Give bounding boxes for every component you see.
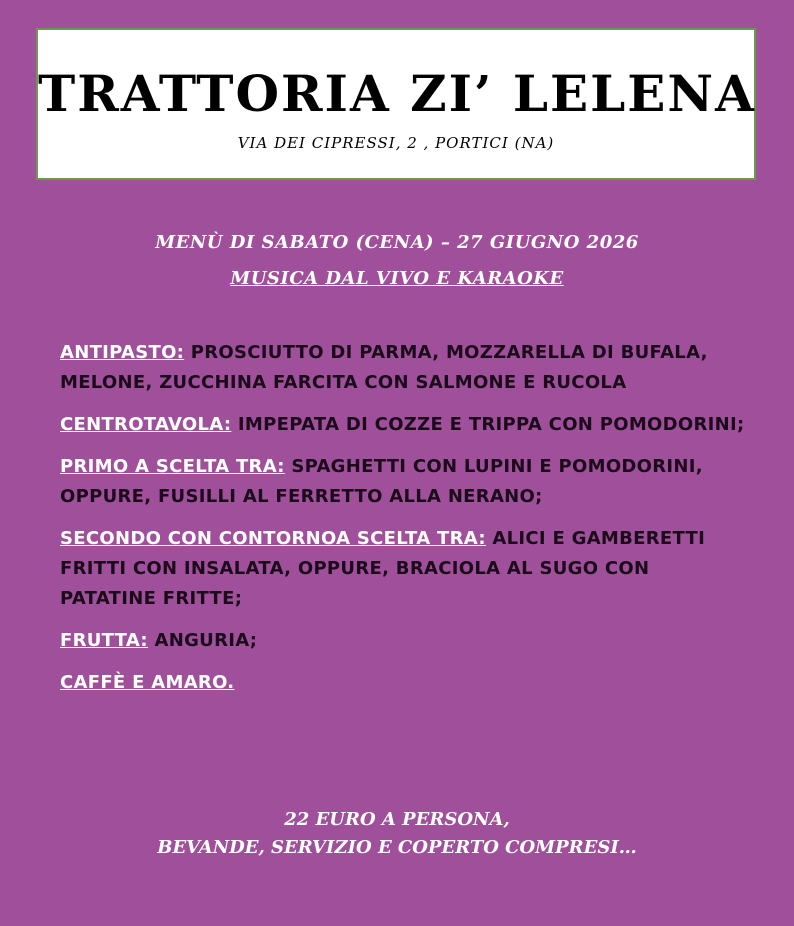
course-text: SPAGHETTI CON LUPINI E POMODORINI, OPPURE, FUSILLI AL FERRETTO ALLA NERANO; — [60, 456, 703, 507]
course-primo — [60, 452, 750, 512]
menu-list — [60, 338, 750, 710]
price-line: 22 EURO A PERSONA, — [284, 809, 510, 830]
course-text: ALICI E GAMBERETTI FRITTI CON INSALATA, OPPURE, BRACIOLA AL SUGO CON PATATINE FRITTE; — [60, 528, 706, 609]
course-label: CAFFÈ E AMARO. — [60, 672, 235, 693]
course-label: CENTROTAVOLA: — [60, 414, 232, 435]
course-antipasto — [60, 338, 750, 398]
course-label: PRIMO A SCELTA TRA: — [60, 456, 285, 477]
course-secondo — [60, 524, 750, 614]
course-text: ANGURIA; — [147, 630, 258, 651]
course-label: SECONDO CON CONTORNOA SCELTA TRA: — [60, 528, 486, 549]
course-frutta — [60, 626, 750, 656]
menu-date-line: MENÙ DI SABATO (CENA) – 27 GIUGNO 2026 — [155, 232, 639, 253]
course-caffe — [60, 668, 750, 698]
music-line: MUSICA DAL VIVO E KARAOKE — [230, 268, 564, 289]
course-label: FRUTTA: — [60, 630, 148, 651]
restaurant-title: TRATTORIA ZI’ LELENA — [38, 64, 756, 123]
course-label: ANTIPASTO: — [60, 342, 185, 363]
header-box — [36, 28, 756, 180]
restaurant-address: VIA DEI CIPRESSI, 2 , PORTICI (NA) — [237, 134, 555, 152]
course-centrotavola — [60, 410, 750, 440]
course-text: PROSCIUTTO DI PARMA, MOZZARELLA DI BUFALA, MELONE, ZUCCHINA FARCITA CON SALMONE E RUCOLA — [60, 342, 708, 393]
course-text: IMPEPATA DI COZZE E TRIPPA CON POMODORINI; — [231, 414, 745, 435]
price-includes-line: BEVANDE, SERVIZIO E COPERTO COMPRESI… — [157, 837, 637, 858]
